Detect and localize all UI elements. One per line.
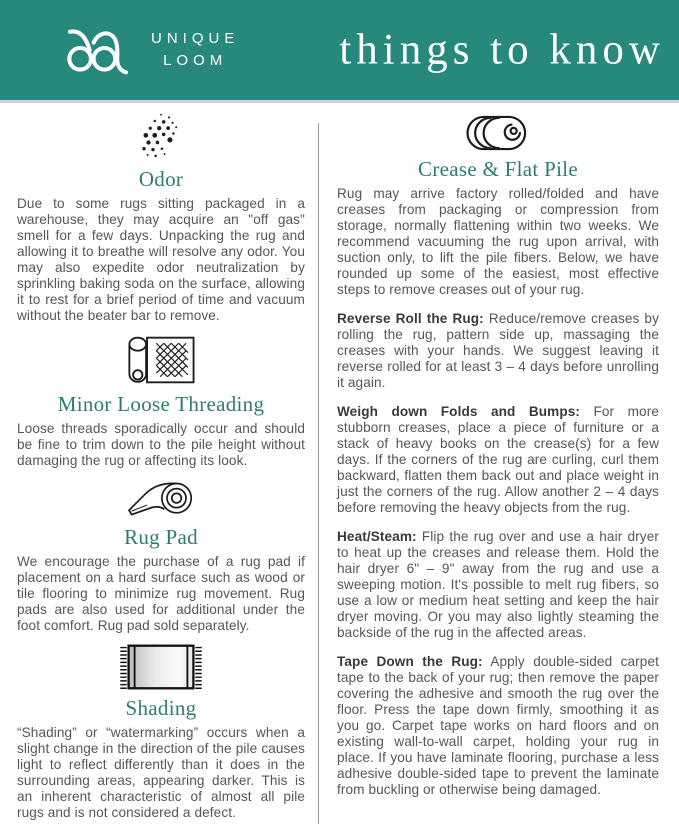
unrolling-rug-crosshatch-icon	[17, 332, 305, 388]
tip-weigh-down	[337, 404, 659, 516]
tip-label: Tape Down the Rug:	[337, 654, 483, 669]
left-column	[0, 113, 318, 824]
tip-text: Flip the rug over and use a hair dryer to heat up the creases and release them. Hold the hair dryer 6" – 9" away from the rug and use a sweeping motion. It's possible to melt rug fibers, so use a low or medium heat setting and keep the hair dryer moving. Or you may also lightly steaming the backside of the rug in the affected areas.	[337, 529, 659, 640]
section-odor	[17, 113, 305, 324]
tip-heat-steam	[337, 529, 659, 641]
section-heading: Crease & Flat Pile	[418, 157, 578, 181]
tip-text: For more stubborn creases, place a piece of furniture or a stack of heavy books on the crease(s) for a few days. If the corners of the rug are curling, curl them backward, flatten them back out and place weight in just the corners of the rug. Allow another 2 – 4 days before removing the heavy objects from the rug.	[337, 404, 659, 515]
section-heading: Rug Pad	[124, 525, 198, 549]
section-heading: Odor	[138, 167, 184, 191]
section-crease-flat-pile	[337, 113, 659, 798]
right-column	[319, 113, 679, 824]
section-heading: Minor Loose Threading	[57, 392, 265, 416]
tip-label: Weigh down Folds and Bumps:	[337, 404, 581, 419]
rolled-rug-side-icon	[337, 113, 659, 153]
section-rug-pad	[17, 477, 305, 634]
section-intro: Rug may arrive factory rolled/folded and have creases from packaging or compression from storage, normally flattening within two weeks. We recommend vacuuming the rug upon arrival, with suction only, to lift the pile fibers. Below, we have rounded up some of the easiest, most effective steps to remove creases out of your rug.	[337, 186, 659, 297]
section-body: We encourage the purchase of a rug pad if placement on a hard surface such as wood or tile flooring to minimize rug movement. Rug pads are also used for additional under the foot comfort. Rug pad sold separately.	[17, 554, 305, 633]
section-body: “Shading” or “watermarking” occurs when a slight change in the direction of the pile causes light to reflect differently than it does in the surrounding areas, appearing darker. This is an inherent characteristic of almost all pile rugs and is not considered a defect.	[17, 725, 305, 820]
unique-loom-logo-icon	[58, 23, 136, 77]
tip-label: Reverse Roll the Rug:	[337, 311, 484, 326]
fringed-rug-icon	[17, 642, 305, 692]
section-body: Due to some rugs sitting packaged in a warehouse, they may acquire an "off gas" smell for a few days. Unpacking the rug and allowing it to breathe will resolve any odor. You may also expedite odor neutralization by sprinkling baking soda on the surface, allowing it to rest for a brief period of time and vacuum without the beater bar to remove.	[17, 196, 305, 323]
odor-specks-icon	[17, 113, 305, 163]
tip-tape-down	[337, 654, 659, 798]
section-loose-threading	[17, 332, 305, 469]
tip-text: Reduce/remove creases by rolling the rug, pattern side up, massaging the creases with your hands. We suggest leaving it reverse rolled for at least 3 – 4 days before unrolling it again.	[337, 311, 659, 390]
tip-reverse-roll	[337, 311, 659, 391]
section-shading	[17, 642, 305, 821]
header-banner	[0, 0, 679, 100]
section-heading: Shading	[125, 696, 197, 720]
tip-text: Apply double-sided carpet tape to the back of your rug; then remove the paper covering the adhesive and smooth the rug over the floor. Press the tape down firmly, smoothing it as you go. Carpet tape works on hard floors and on existing wall-to-wall carpet, holding your rug in place. If you have laminate flooring, purchase a less adhesive double-sided tape to prevent the laminate from buckling or otherwise being damaged.	[337, 654, 659, 797]
content-area	[0, 103, 679, 824]
brand	[58, 23, 239, 77]
page-title: things to know	[339, 26, 665, 74]
section-body: Loose threads sporadically occur and should be fine to trim down to the pile height without damaging the rug or affecting its look.	[17, 421, 305, 468]
brand-name-line1: UNIQUE	[151, 29, 240, 47]
brand-name-line2: LOOM	[163, 52, 228, 69]
brand-name	[151, 28, 239, 73]
tip-label: Heat/Steam:	[337, 529, 417, 544]
rug-pad-roll-icon	[17, 477, 305, 521]
